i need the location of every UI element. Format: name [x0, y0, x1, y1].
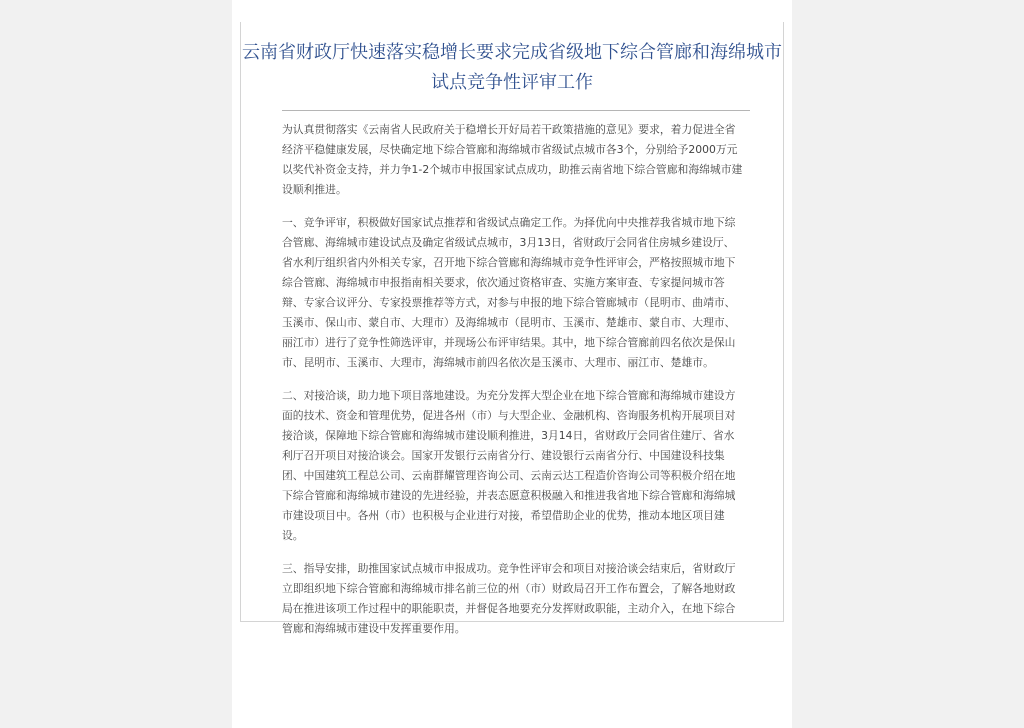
article-paragraph: 一、竞争评审，积极做好国家试点推荐和省级试点确定工作。为择优向中央推荐我省城市地下综合管廊、海绵城市建设试点及确定省级试点城市，3月13日，省财政厅会同省住房城乡建设厅、省水利厅组织省内外相关专家，召开地下综合管廊和海绵城市竞争性评审会，严格按照城市地下综合管廊、海绵城市申报指南相关要求，依次通过资格审查、实施方案审查、专家提问城市答辩、专家合议评分、专家投票推荐等方式，对参与申报的地下综合管廊城市（昆明市、曲靖市、玉溪市、保山市、蒙自市、大理市）及海绵城市（昆明市、玉溪市、楚雄市、蒙自市、大理市、丽江市）进行了竞争性筛选评审，并现场公布评审结果。其中，地下综合管廊前四名依次是保山市、昆明市、玉溪市、大理市，海绵城市前四名依次是玉溪市、大理市、丽江市、楚雄市。: [282, 216, 736, 369]
article-paragraph: 三、指导安排，助推国家试点城市申报成功。竞争性评审会和项目对接洽谈会结束后，省财政厅立即组织地下综合管廊和海绵城市排名前三位的州（市）财政局召开工作布置会，了解各地财政局在推进该项工作过程中的职能职责，并督促各地要充分发挥财政职能，主动介入，在地下综合管廊和海绵城市建设中发挥重要作用。: [282, 562, 736, 635]
article-body: [282, 120, 744, 652]
title-divider: [282, 110, 750, 111]
article-paragraph: 为认真贯彻落实《云南省人民政府关于稳增长开好局若干政策措施的意见》要求，着力促进全省经济平稳健康发展，尽快确定地下综合管廊和海绵城市省级试点城市各3个，分别给予2000万元以奖代补资金支持，并力争1-2个城市申报国家试点成功，助推云南省地下综合管廊和海绵城市建设顺利推进。: [282, 123, 743, 196]
article-paragraph: 二、对接洽谈，助力地下项目落地建设。为充分发挥大型企业在地下综合管廊和海绵城市建设方面的技术、资金和管理优势，促进各州（市）与大型企业、金融机构、咨询服务机构开展项目对接洽谈，保障地下综合管廊和海绵城市建设顺利推进，3月14日，省财政厅会同省住建厅、省水利厅召开项目对接洽谈会。国家开发银行云南省分行、建设银行云南省分行、中国建设科技集团、中国建筑工程总公司、云南群耀管理咨询公司、云南云达工程造价咨询公司等积极介绍在地下综合管廊和海绵城市建设的先进经验，并表态愿意积极融入和推进我省地下综合管廊和海绵城市建设项目中。各州（市）也积极与企业进行对接，希望借助企业的优势，推动本地区项目建设。: [282, 389, 736, 542]
article-title: 云南省财政厅快速落实稳增长要求完成省级地下综合管廊和海绵城市试点竞争性评审工作: [242, 42, 782, 93]
